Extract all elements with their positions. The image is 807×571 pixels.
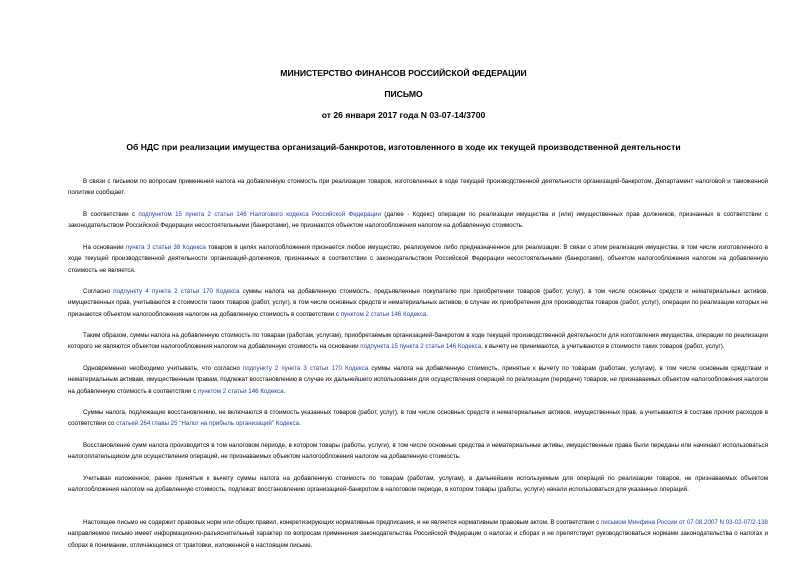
- paragraph-8: [68, 440, 768, 463]
- date-number-heading: от 26 января 2017 года N 03-07-14/3700: [321, 110, 486, 120]
- paragraph-text: В связи с письмом по вопросам применения налога на добавленную стоимость при реализации товаров, изготовленных в ходе текущей производственной деятельности организаций-банкротом, Департамент налоговой и таможенной политики сообщает.: [68, 178, 768, 197]
- subject-heading: Об НДС при реализации имущества организаций-банкротов, изготовленного в ходе их текущей производственной деятельности: [126, 142, 681, 152]
- article-264-link[interactable]: статьей 264 главы 25 "Налог на прибыль организаций" Кодекса: [116, 420, 300, 428]
- minfin-letter-link[interactable]: письмом Минфина России от 07.08.2007 N 03-02-07/2-138: [600, 519, 768, 526]
- ministry-heading: МИНИСТЕРСТВО ФИНАНСОВ РОССИЙСКОЙ ФЕДЕРАЦИИ: [280, 68, 527, 78]
- article-170-p3-link[interactable]: подпункту 2 пункта 3 статьи 170 Кодекса: [242, 365, 369, 372]
- paragraph-text: Суммы налога, подлежащие восстановлению, не включаются в стоимость указанных товаров (работ, услуг), в том числе основных средств и нематериальных активов, имущественных прав, а учитываются в составе прочих расходов в соответствии со: [68, 409, 768, 428]
- paragraph-text: Восстановление сумм налога производится в том налоговом периоде, в котором товары (работы, услуги), в том числе основные средства и нематериальные активы, имущественные права были переданы или начинают использоваться налогоплательщиком для осуществления операций, не признаваемых объектом налогообложения налогом на добавленную стоимость.: [68, 442, 768, 461]
- article-146-sub15-link[interactable]: подпункта 15 пункта 2 статьи 146 Кодекса: [360, 343, 482, 351]
- paragraph-10: [68, 517, 768, 551]
- paragraph-text: (далее - Кодекс) операции по реализации имущества и (или) имущественных прав должников, признанных в соответствии с законодательством Российской Федерации несостоятельными (банкротами), не признаются объектом налогообложения налогом на добавленную стоимость.: [68, 211, 768, 230]
- article-38-link[interactable]: пункта 3 статьи 38 Кодекса: [125, 244, 206, 251]
- paragraph-text: Таким образом, суммы налога на добавленную стоимость по товарам (работам, услугам), приобретаемым организацией-банкротом в ходе текущей производственной деятельности для изготовления имущества, операции по реализации которого не являются объектом налогообложения налогом на добавленную стоимость на основании: [68, 332, 768, 351]
- tax-code-article-146-link[interactable]: подпунктом 15 пункта 2 статьи 146 Налогового кодекса Российской Федерации: [138, 211, 381, 218]
- paragraph-text: В соответствии с: [83, 211, 139, 218]
- article-146-link[interactable]: пунктом 2 статьи 146 Кодекса: [340, 310, 427, 318]
- article-170-link[interactable]: подпункту 4 пункта 2 статьи 170 Кодекса: [113, 288, 240, 295]
- paragraph-4: Согласно подпункту 4 пункта 2 статьи 170 Кодекса суммы налога на добавленную стоимость, предъявленные покупателю при приобретении товаров (работ, услуг), в том числе основных средств и нематериальных активов, имущественных прав, учитываются в стоимости таких товаров (работ, услуг), в том числе основных средств и нематериальных активов, в случае их приобретения для производства товаров (работ, услуг), операции по реализации которых не признаются объектом налогообложения налогом на добавленную стоимость в соответствии с пунктом 2 статьи 146 Кодекса.: [68, 288, 768, 318]
- paragraph-text: направляемое письмо имеет информационно-разъяснительный характер по вопросам применения законодательства Российской Федерации о налогах и сборах и не препятствует руководствоваться нормами законодательства о налогах и сборах в понимании, отличающемся от трактовки, изложенной в настоящем письме.: [68, 530, 768, 549]
- paragraph-text: Одновременно необходимо учитывать, что согласно: [83, 365, 243, 372]
- paragraph-2: [68, 209, 768, 232]
- paragraph-text: , к вычету не принимаются, а учитываются в стоимости таких товаров (работ, услуг).: [481, 343, 725, 351]
- paragraph-5: [68, 330, 768, 353]
- paragraph-6: Одновременно необходимо учитывать, что согласно подпункту 2 пункта 3 статьи 170 Кодекса суммы налога на добавленную стоимость, принятые к вычету по товарам (работам, услугам), в том числе основным средствам и нематериальным активам, имущественным правам, подлежат восстановлению в случае их дальнейшего использования для осуществления операций по реализации (передаче) товаров, не признаваемых объектом налогообложения налогом на добавленную стоимость в соответствии с пунктом 2 статьи 146 Кодекса.: [68, 365, 768, 395]
- paragraph-1: [68, 176, 768, 199]
- paragraph-text: товаром в целях налогообложения признается любое имущество, реализуемое либо предназначенное для реализации. В связи с этим реализация имущества, в том числе изготовленного в ходе текущей производственной деятельности организаций-должников, признанных в соответствии с законодательством Российской Федерации несостоятельными (банкротами), объектом налогообложения налогом на добавленную стоимость не является.: [68, 244, 768, 274]
- article-146-p2-link[interactable]: пунктом 2 статьи 146 Кодекса: [197, 387, 284, 395]
- paragraph-text: суммы налога на добавленную стоимость, принятые к вычету по товарам (работам, услугам), в том числе основным средствам и нематериальным активам, имущественным правам, подлежат восстановлению в случае их дальнейшего использования для осуществления операций по реализации (передаче) товаров, не признаваемых объектом налогообложения налогом на добавленную стоимость в соответствии с: [68, 365, 768, 395]
- paragraph-text: На основании: [83, 244, 126, 251]
- paragraph-7: Суммы налога, подлежащие восстановлению, не включаются в стоимость указанных товаров (работ, услуг), в том числе основных средств и нематериальных активов, имущественных прав, а учитываются в составе прочих расходов в соответствии со статьей 264 главы 25 "Налог на прибыль организаций" Кодекса.: [68, 409, 768, 428]
- paragraph-text: Учитывая изложенное, ранее принятые к вычету суммы налога на добавленную стоимость по товарам (работам, услугам), в дальнейшем используемым для операций по реализации товаров, не признаваемых объектом налогообложения налогом на добавленную стоимость, подлежат восстановлению организацией-банкротом в налоговом периоде, в котором товары (работы, услуги) начали использоваться для указанных операций.: [68, 475, 768, 494]
- paragraph-3: [68, 242, 768, 276]
- paragraph-text: Настоящее письмо не содержит правовых норм или общих правил, конкретизирующих нормативные предписания, и не является нормативным правовым актом. В соответствии с: [83, 519, 601, 526]
- document-type-heading: ПИСЬМО: [384, 89, 423, 99]
- paragraph-9: [68, 473, 768, 496]
- paragraph-text: Согласно: [83, 288, 114, 295]
- paragraph-text: суммы налога на добавленную стоимость, предъявленные покупателю при приобретении товаров (работ, услуг), в том числе основных средств и нематериальных активов, имущественных прав, учитываются в стоимости таких товаров (работ, услуг), в том числе основных средств и нематериальных активов, в случае их приобретения для производства товаров (работ, услуг), операции по реализации которых не признаются объектом налогообложения налогом на добавленную стоимость в соответствии с: [68, 288, 768, 318]
